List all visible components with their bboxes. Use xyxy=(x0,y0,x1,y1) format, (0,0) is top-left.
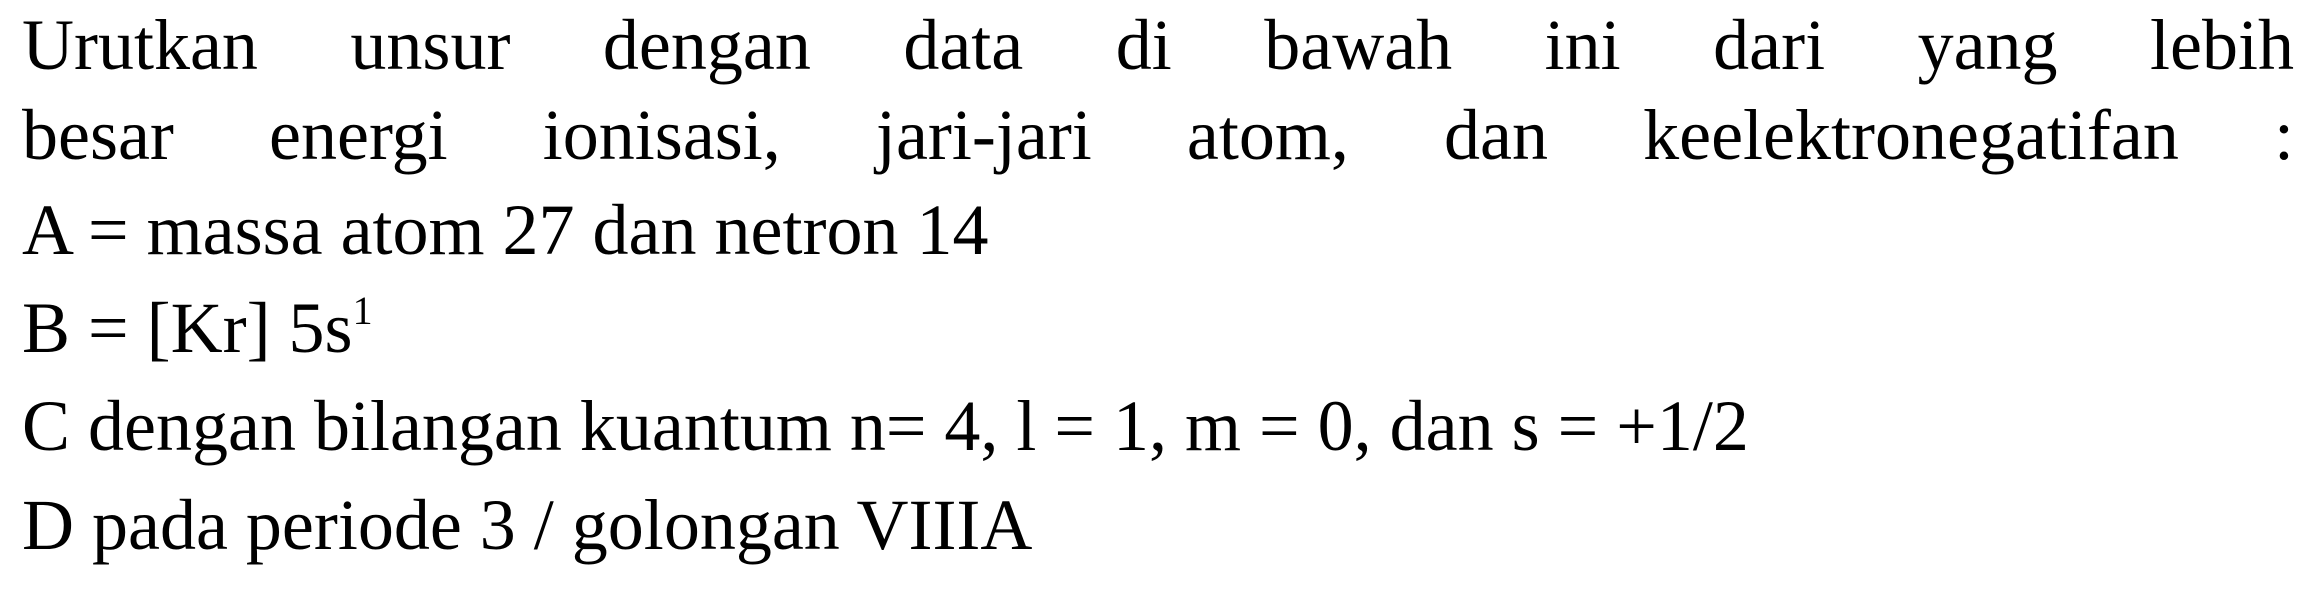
question-line-1: Urutkan unsur dengan data di bawah ini dari yang lebih xyxy=(22,5,2294,85)
item-b xyxy=(22,283,373,373)
item-d: D pada periode 3 / golongan VIIIA xyxy=(22,485,1033,565)
item-c: C dengan bilangan kuantum n= 4, l = 1, m = 0, dan s = +1/2 xyxy=(22,386,1749,466)
question-line-2: besar energi ionisasi, jari-jari atom, dan keelektronegatifan : xyxy=(22,95,2294,175)
item-b-text: B = [Kr] 5s xyxy=(22,288,353,368)
item-a: A = massa atom 27 dan netron 14 xyxy=(22,190,989,270)
item-b-superscript: 1 xyxy=(352,288,373,333)
